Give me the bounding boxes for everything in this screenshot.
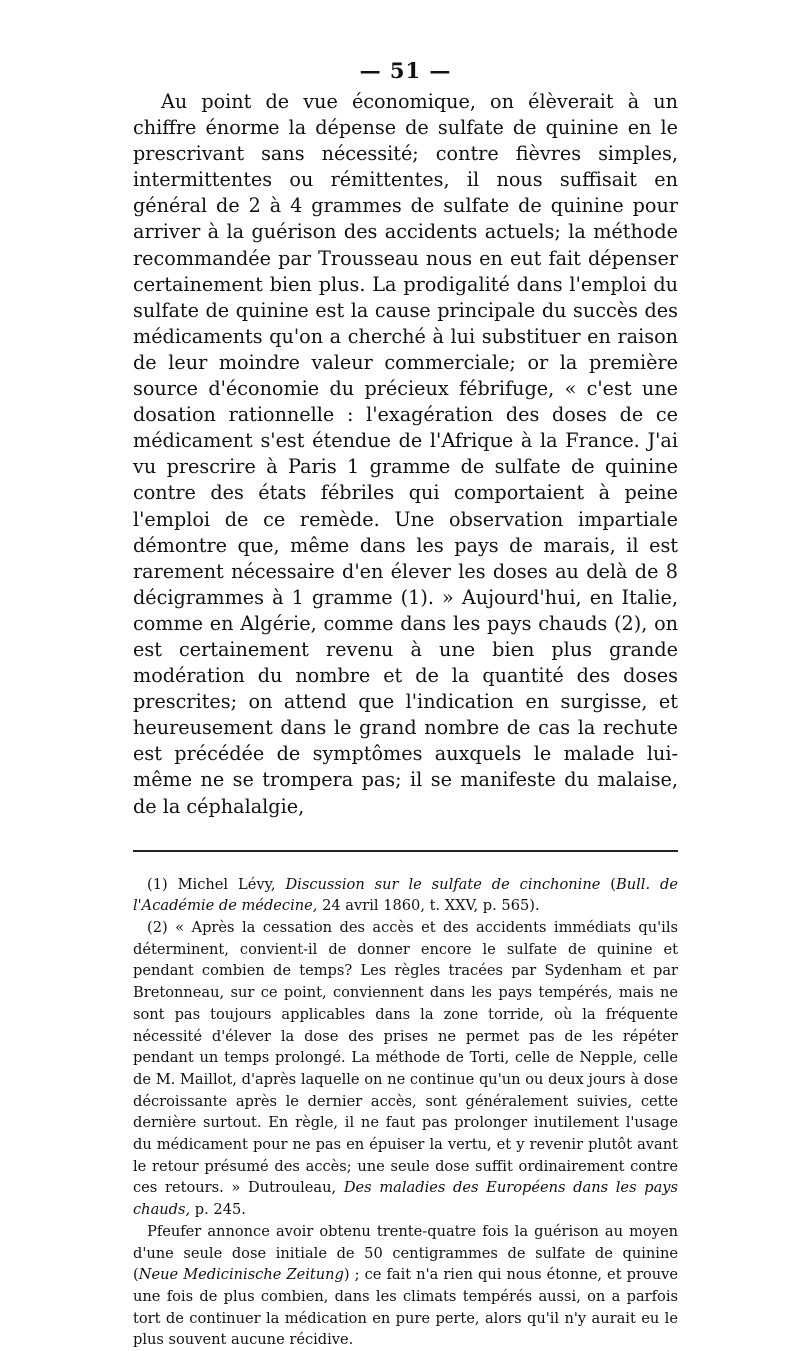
book-page bbox=[133, 58, 678, 1351]
footnote-2: (2) « Après la cessation des accès et des accidents immédiats qu'ils déterminent, convient-il de donner encore le sulfate de quinine et pendant combien de temps? Les règles tracées par Sydenham et par Bretonneau, sur ce point, conviennent dans les pays tempérés, mais ne sont pas toujours applicables dans la zone torride, où la fréquente nécessité d'élever la dose des prises ne permet pas de les répéter pendant un temps prolongé. La méthode de Torti, celle de Nepple, celle de M. Maillot, d'après laquelle on ne continue qu'un ou deux jours à dose décroissante après le dernier accès, sont généralement suivies, cette dernière surtout. En règle, il ne faut pas prolonger inutilement l'usage du médicament pour ne pas en épuiser la vertu, et y revenir plutôt avant le retour présumé des accès; une seule dose suffit ordinairement contre ces retours. » Dutrouleau, Des maladies des Européens dans les pays chauds, p. 245. bbox=[133, 919, 679, 1219]
main-text bbox=[133, 89, 678, 820]
page-number: — 51 — bbox=[359, 58, 452, 83]
footnotes bbox=[133, 874, 678, 1351]
footnote-separator bbox=[133, 850, 678, 852]
main-paragraph: Au point de vue économique, on élèverait à un chiffre énorme la dépense de sulfate de quinine en le prescrivant sans nécessité; contre fièvres simples, intermittentes ou rémittentes, il nous suffisait en général de 2 à 4 grammes de sulfate de quinine pour arriver à la guérison des accidents actuels; la méthode recommandée par Trousseau nous en eut fait dépenser certainement bien plus. La prodigalité dans l'emploi du sulfate de quinine est la cause principale du succès des médicaments qu'on a cherché à lui substituer en raison de leur moindre valeur commerciale; or la première source d'économie du précieux fébrifuge, « c'est une dosation rationnelle : l'exagération des doses de ce médicament s'est étendue de l'Afrique à la France. J'ai vu prescrire à Paris 1 gramme de sulfate de quinine contre des états fébriles qui comportaient à peine l'emploi de ce remède. Une observation impartiale démontre que, même dans les pays de marais, il est rarement nécessaire d'en élever les doses au delà de 8 décigrammes à 1 gramme (1). » Aujourd'hui, en Italie, comme en Algérie, comme dans les pays chauds (2), on est certainement revenu à une bien plus grande modération du nombre et de la quantité des doses prescrites; on attend que l'indication en surgisse, et heureusement dans le grand nombre de cas la rechute est précédée de symptômes auxquels le malade lui-même ne se trompera pas; il se manifeste du malaise, de la céphalalgie, bbox=[133, 90, 678, 818]
footnote-1: (1) Michel Lévy, Discussion sur le sulfate de cinchonine (Bull. de l'Académie de médecine, 24 avril 1860, t. XXV, p. 565). bbox=[133, 875, 679, 915]
footnote-3: Pfeufer annonce avoir obtenu trente-quatre fois la guérison au moyen d'une seule dose initiale de 50 centigrammes de sulfate de quinine (Neue Medicinische Zeitung) ; ce fait n'a rien qui nous étonne, et prouve une fois de plus combien, dans les climats tempérés aussi, on a parfois tort de continuer la médication en pure perte, alors qu'il n'y aurait eu le plus souvent aucune récidive. bbox=[133, 1222, 678, 1349]
